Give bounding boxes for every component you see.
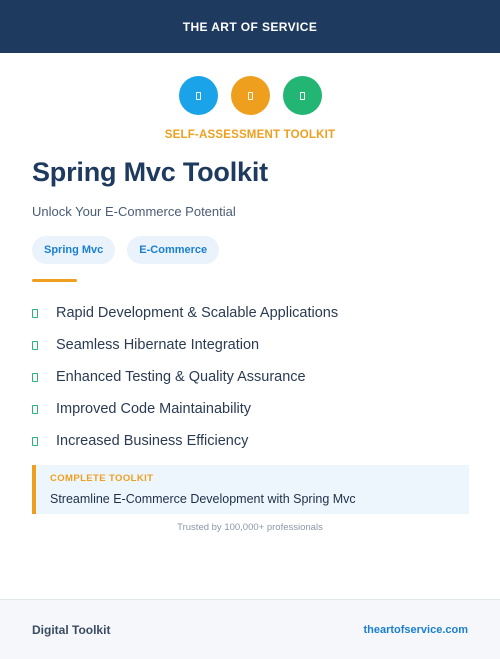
list-item	[32, 393, 338, 425]
feature-text: Improved Code Maintainability	[56, 401, 252, 417]
feature-text: Increased Business Efficiency	[56, 433, 249, 449]
feature-text: Seamless Hibernate Integration	[56, 337, 260, 353]
feature-list	[32, 297, 338, 457]
page-title: Spring Mvc Toolkit	[32, 157, 268, 187]
tag-list	[32, 236, 219, 264]
website-link[interactable]: theartofservice.com	[363, 623, 468, 636]
tag-chip[interactable]: Spring Mvc	[32, 236, 115, 264]
check-icon	[32, 341, 38, 350]
page-subtitle: Unlock Your E-Commerce Potential	[32, 204, 236, 219]
icon-row	[0, 76, 500, 115]
list-item	[32, 297, 338, 329]
trust-note: Trusted by 100,000+ professionals	[177, 522, 323, 533]
header-bar	[0, 0, 500, 53]
check-icon	[32, 373, 38, 382]
check-icon	[32, 405, 38, 414]
list-item	[32, 329, 338, 361]
callout-text: Streamline E-Commerce Development with Spring Mvc	[50, 492, 356, 506]
feature-text: Rapid Development & Scalable Applications	[56, 305, 339, 321]
brand-name: THE ART OF SERVICE	[182, 19, 318, 34]
callout-box	[32, 465, 469, 514]
list-item	[32, 425, 338, 457]
check-icon	[32, 309, 38, 318]
feature-text: Enhanced Testing & Quality Assurance	[56, 369, 306, 385]
footer-label: Digital Toolkit	[32, 622, 111, 637]
tag-chip[interactable]: E-Commerce	[127, 236, 219, 264]
list-item	[32, 361, 338, 393]
callout-label: COMPLETE TOOLKIT	[50, 473, 154, 484]
kicker-label: SELF-ASSESSMENT TOOLKIT	[164, 129, 336, 141]
document-icon	[283, 76, 322, 115]
check-icon	[32, 437, 38, 446]
footer-bar	[0, 599, 500, 659]
document-icon	[179, 76, 218, 115]
divider	[32, 279, 77, 282]
document-icon	[231, 76, 270, 115]
